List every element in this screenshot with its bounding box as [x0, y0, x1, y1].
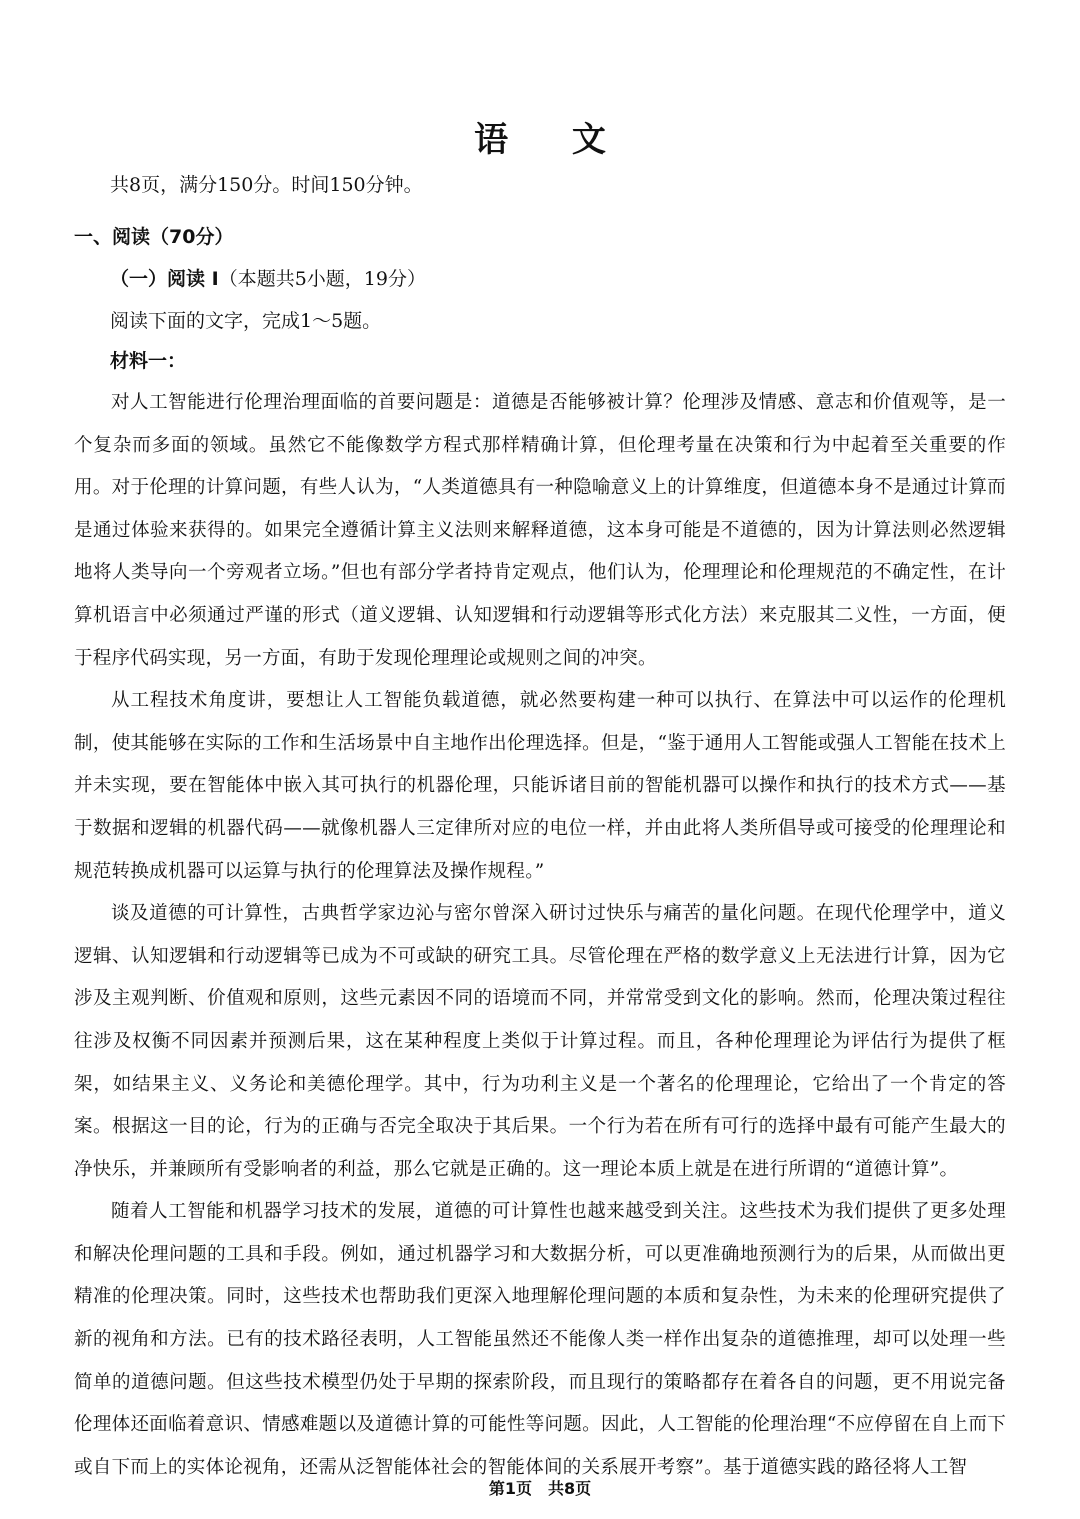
- page-title: 语 文: [474, 120, 632, 160]
- page-number: 第1页 共8页: [488, 1479, 592, 1498]
- passage-paragraph: 对人工智能进行伦理治理面临的首要问题是：道德是否能够被计算？伦理涉及情感、意志和价值观等，是一个复杂而多面的领域。虽然它不能像数学方程式那样精确计算，但伦理考量在决策和行为中起着至关重要的作用。对于伦理的计算问题，有些人认为，“人类道德具有一种隐喻意义上的计算维度，但道德本身不是通过计算而是通过体验来获得的。如果完全遵循计算主义法则来解释道德，这本身可能是不道德的，因为计算法则必然逻辑地将人类导向一个旁观者立场。”但也有部分学者持肯定观点，他们认为，伦理理论和伦理规范的不确定性，在计算机语言中必须通过严谨的形式（道义逻辑、认知逻辑和行动逻辑等形式化方法）来克服其二义性，一方面，便于程序代码实现，另一方面，有助于发现伦理理论或规则之间的冲突。: [74, 392, 1006, 669]
- exam-info: 共8页，满分150分。时间150分钟。: [110, 174, 423, 196]
- section-heading: 一、阅读（70分）: [74, 226, 234, 248]
- sub-section-title: （一）阅读 I: [110, 268, 219, 290]
- instruction-text: 阅读下面的文字，完成1～5题。: [110, 310, 382, 332]
- passage-paragraph: 从工程技术角度讲，要想让人工智能负载道德，就必然要构建一种可以执行、在算法中可以运作的伦理机制，使其能够在实际的工作和生活场景中自主地作出伦理选择。但是，“鉴于通用人工智能或强人工智能在技术上并未实现，要在智能体中嵌入其可执行的机器伦理，只能诉诸目前的智能机器可以操作和执行的技术方式——基于数据和逻辑的机器代码——就像机器人三定律所对应的电位一样，并由此将人类所倡导或可接受的伦理理论和规范转换成机器可以运算与执行的伦理算法及操作规程。”: [74, 690, 1006, 882]
- passage-paragraph: 随着人工智能和机器学习技术的发展，道德的可计算性也越来越受到关注。这些技术为我们提供了更多处理和解决伦理问题的工具和手段。例如，通过机器学习和大数据分析，可以更准确地预测行为的后果，从而做出更精准的伦理决策。同时，这些技术也帮助我们更深入地理解伦理问题的本质和复杂性，为未来的伦理研究提供了新的视角和方法。已有的技术路径表明，人工智能虽然还不能像人类一样作出复杂的道德推理，却可以处理一些简单的道德问题。但这些技术模型仍处于早期的探索阶段，而且现行的策略都存在着各自的问题，更不用说完备伦理体还面临着意识、情感难题以及道德计算的可能性等问题。因此，人工智能的伦理治理“不应停留在自上而下或自下而上的实体论视角，还需从泛智能体社会的智能体间的关系展开考察”。基于道德实践的路径将人工智: [74, 1201, 1006, 1478]
- passage-body: [74, 382, 1006, 1489]
- material-label: 材料一：: [110, 350, 187, 372]
- sub-section-heading: [110, 266, 426, 292]
- passage-paragraph: 谈及道德的可计算性，古典哲学家边沁与密尔曾深入研讨过快乐与痛苦的量化问题。在现代伦理学中，道义逻辑、认知逻辑和行动逻辑等已成为不可或缺的研究工具。尽管伦理在严格的数学意义上无法进行计算，因为它涉及主观判断、价值观和原则，这些元素因不同的语境而不同，并常常受到文化的影响。然而，伦理决策过程往往涉及权衡不同因素并预测后果，这在某种程度上类似于计算过程。而且，各种伦理理论为评估行为提供了框架，如结果主义、义务论和美德伦理学。其中，行为功利主义是一个著名的伦理理论，它给出了一个肯定的答案。根据这一目的论，行为的正确与否完全取决于其后果。一个行为若在所有可行的选择中最有可能产生最大的净快乐，并兼顾所有受影响者的利益，那么它就是正确的。这一理论本质上就是在进行所谓的“道德计算”。: [74, 903, 1006, 1180]
- sub-section-note: （本题共5小题，19分）: [218, 268, 426, 290]
